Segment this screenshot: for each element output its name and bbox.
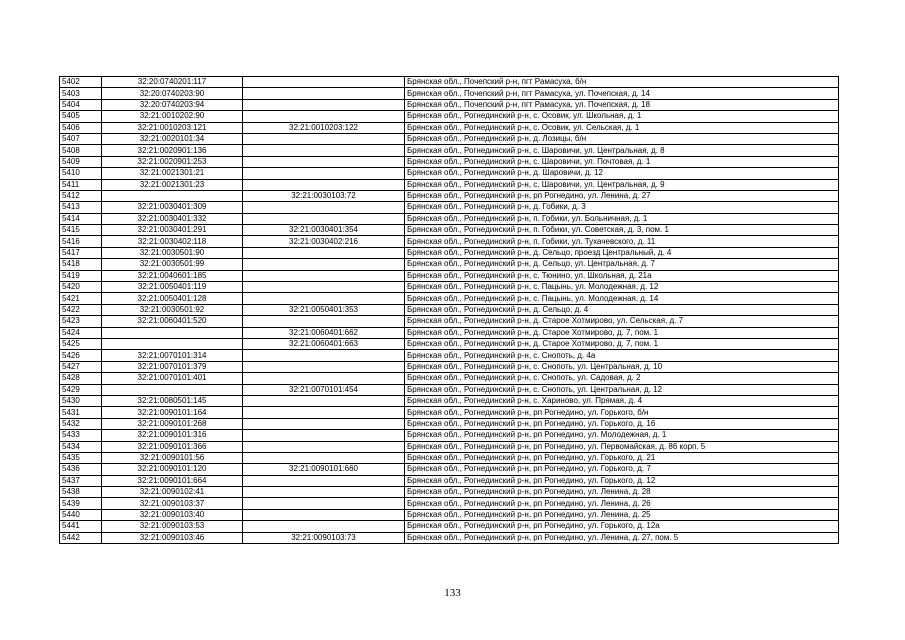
address-cell: Брянская обл., Рогнединский р-н, с. Тюнино, ул. Школьная, д. 21а	[405, 270, 839, 281]
table-row	[60, 464, 839, 475]
address-cell: Брянская обл., Рогнединский р-н, д. Сельцо, проезд Центральный, д. 4	[405, 247, 839, 258]
table-row	[60, 327, 839, 338]
cadastral-number-cell: 32:21:0030402:118	[102, 236, 243, 247]
row-number-cell: 5404	[60, 99, 102, 110]
row-number-cell: 5440	[60, 509, 102, 520]
cadastral-number-cell: 32:20:0740203:90	[102, 88, 243, 99]
table-row	[60, 373, 839, 384]
property-table	[59, 76, 839, 544]
related-cadastral-number-cell	[243, 509, 405, 520]
table-row	[60, 270, 839, 281]
row-number-cell: 5421	[60, 293, 102, 304]
row-number-cell: 5402	[60, 77, 102, 88]
row-number-cell: 5434	[60, 441, 102, 452]
address-cell: Брянская обл., Рогнединский р-н, д. Сельцо, д. 4	[405, 304, 839, 315]
table-row	[60, 304, 839, 315]
table-row	[60, 361, 839, 372]
row-number-cell: 5442	[60, 532, 102, 543]
row-number-cell: 5427	[60, 361, 102, 372]
row-number-cell: 5414	[60, 213, 102, 224]
address-cell: Брянская обл., Рогнединский р-н, рп Рогнедино, ул. Горького, д. 21	[405, 452, 839, 463]
related-cadastral-number-cell	[243, 487, 405, 498]
address-cell: Брянская обл., Рогнединский р-н, с. Пацынь, ул. Молодежная, д. 14	[405, 293, 839, 304]
related-cadastral-number-cell: 32:21:0070101:454	[243, 384, 405, 395]
related-cadastral-number-cell	[243, 350, 405, 361]
table-row	[60, 430, 839, 441]
row-number-cell: 5405	[60, 111, 102, 122]
address-cell: Брянская обл., Рогнединский р-н, с. Снопоть, д. 4а	[405, 350, 839, 361]
page-number: 133	[444, 587, 461, 599]
cadastral-number-cell: 32:21:0090101:316	[102, 430, 243, 441]
related-cadastral-number-cell	[243, 475, 405, 486]
row-number-cell: 5422	[60, 304, 102, 315]
row-number-cell: 5439	[60, 498, 102, 509]
address-cell: Брянская обл., Рогнединский р-н, с. Осовик, ул. Сельская, д. 1	[405, 122, 839, 133]
address-cell: Брянская обл., Рогнединский р-н, с. Снопоть, ул. Садовая, д. 2	[405, 373, 839, 384]
related-cadastral-number-cell: 32:21:0060401:662	[243, 327, 405, 338]
table-row	[60, 77, 839, 88]
related-cadastral-number-cell	[243, 168, 405, 179]
address-cell: Брянская обл., Почепский р-н, пгт Рамасуха, ул. Почепская, д. 14	[405, 88, 839, 99]
row-number-cell: 5433	[60, 430, 102, 441]
cadastral-number-cell: 32:21:0060401:520	[102, 316, 243, 327]
address-cell: Брянская обл., Рогнединский р-н, с. Шаровичи, ул. Центральная, д. 9	[405, 179, 839, 190]
row-number-cell: 5416	[60, 236, 102, 247]
row-number-cell: 5410	[60, 168, 102, 179]
address-cell: Брянская обл., Почепский р-н, пгт Рамасуха, ул. Почепская, д. 18	[405, 99, 839, 110]
row-number-cell: 5406	[60, 122, 102, 133]
cadastral-number-cell: 32:21:0090101:56	[102, 452, 243, 463]
cadastral-number-cell: 32:20:0740203:94	[102, 99, 243, 110]
cadastral-number-cell: 32:21:0021301:21	[102, 168, 243, 179]
table-row	[60, 168, 839, 179]
row-number-cell: 5423	[60, 316, 102, 327]
cadastral-number-cell: 32:21:0030401:332	[102, 213, 243, 224]
address-cell: Брянская обл., Рогнединский р-н, рп Рогнедино, ул. Ленина, д. 26	[405, 498, 839, 509]
cadastral-number-cell	[102, 338, 243, 349]
address-cell: Брянская обл., Рогнединский р-н, п. Гобики, ул. Больничная, д. 1	[405, 213, 839, 224]
address-cell: Брянская обл., Рогнединский р-н, с. Снопоть, ул. Центральная, д. 12	[405, 384, 839, 395]
cadastral-number-cell: 32:21:0090102:41	[102, 487, 243, 498]
row-number-cell: 5411	[60, 179, 102, 190]
cadastral-number-cell	[102, 384, 243, 395]
row-number-cell: 5438	[60, 487, 102, 498]
related-cadastral-number-cell: 32:21:0010203:122	[243, 122, 405, 133]
related-cadastral-number-cell: 32:21:0030402:216	[243, 236, 405, 247]
row-number-cell: 5424	[60, 327, 102, 338]
address-cell: Брянская обл., Рогнединский р-н, п. Гобики, ул. Советская, д. 3, пом. 1	[405, 225, 839, 236]
cadastral-number-cell	[102, 190, 243, 201]
address-cell: Брянская обл., Рогнединский р-н, рп Рогнедино, ул. Горького, д. 12а	[405, 521, 839, 532]
table-row	[60, 99, 839, 110]
cadastral-number-cell: 32:21:0030401:291	[102, 225, 243, 236]
cadastral-number-cell: 32:21:0020901:136	[102, 145, 243, 156]
related-cadastral-number-cell: 32:21:0030103:72	[243, 190, 405, 201]
related-cadastral-number-cell: 32:21:0090101:660	[243, 464, 405, 475]
address-cell: Брянская обл., Рогнединский р-н, с. Хариново, ул. Прямая, д. 4	[405, 395, 839, 406]
cadastral-number-cell: 32:21:0090101:664	[102, 475, 243, 486]
table-row	[60, 179, 839, 190]
cadastral-number-cell: 32:21:0030401:309	[102, 202, 243, 213]
row-number-cell: 5409	[60, 156, 102, 167]
table-row	[60, 441, 839, 452]
cadastral-number-cell: 32:21:0090101:268	[102, 418, 243, 429]
address-cell: Брянская обл., Рогнединский р-н, с. Снопоть, ул. Центральная, д. 10	[405, 361, 839, 372]
table-row	[60, 407, 839, 418]
cadastral-number-cell: 32:21:0080501:145	[102, 395, 243, 406]
table-row	[60, 236, 839, 247]
related-cadastral-number-cell: 32:21:0050401:353	[243, 304, 405, 315]
address-cell: Брянская обл., Рогнединский р-н, д. Старое Хотмирово, д. 7, пом. 1	[405, 338, 839, 349]
related-cadastral-number-cell: 32:21:0030401:354	[243, 225, 405, 236]
address-cell: Брянская обл., Рогнединский р-н, с. Шаровичи, ул. Почтовая, д. 1	[405, 156, 839, 167]
table-row	[60, 475, 839, 486]
related-cadastral-number-cell	[243, 498, 405, 509]
address-cell: Брянская обл., Рогнединский р-н, рп Рогнедино, ул. Горького, д. 16	[405, 418, 839, 429]
related-cadastral-number-cell	[243, 179, 405, 190]
related-cadastral-number-cell	[243, 77, 405, 88]
table-row	[60, 88, 839, 99]
cadastral-number-cell: 32:21:0090103:37	[102, 498, 243, 509]
related-cadastral-number-cell	[243, 361, 405, 372]
table-row	[60, 293, 839, 304]
address-cell: Брянская обл., Рогнединский р-н, рп Рогнедино, ул. Горького, б/н	[405, 407, 839, 418]
cadastral-number-cell: 32:21:0070101:379	[102, 361, 243, 372]
related-cadastral-number-cell	[243, 373, 405, 384]
table-row	[60, 247, 839, 258]
table-row	[60, 202, 839, 213]
cadastral-number-cell: 32:20:0740201:117	[102, 77, 243, 88]
table-row	[60, 225, 839, 236]
address-cell: Брянская обл., Рогнединский р-н, д. Старое Хотмирово, ул. Сельская, д. 7	[405, 316, 839, 327]
related-cadastral-number-cell	[243, 145, 405, 156]
related-cadastral-number-cell	[243, 430, 405, 441]
row-number-cell: 5412	[60, 190, 102, 201]
cadastral-number-cell: 32:21:0021301:23	[102, 179, 243, 190]
address-cell: Брянская обл., Рогнединский р-н, д. Гобики, д. 3	[405, 202, 839, 213]
related-cadastral-number-cell	[243, 88, 405, 99]
cadastral-number-cell: 32:21:0090103:46	[102, 532, 243, 543]
cadastral-number-cell: 32:21:0090101:366	[102, 441, 243, 452]
table-row	[60, 122, 839, 133]
row-number-cell: 5426	[60, 350, 102, 361]
related-cadastral-number-cell	[243, 293, 405, 304]
table-row	[60, 111, 839, 122]
address-cell: Брянская обл., Рогнединский р-н, рп Рогнедино, ул. Первомайская, д. 86 корп. 5	[405, 441, 839, 452]
row-number-cell: 5418	[60, 259, 102, 270]
cadastral-number-cell: 32:21:0020101:34	[102, 133, 243, 144]
row-number-cell: 5407	[60, 133, 102, 144]
related-cadastral-number-cell	[243, 407, 405, 418]
cadastral-number-cell: 32:21:0020901:253	[102, 156, 243, 167]
address-cell: Брянская обл., Рогнединский р-н, с. Шаровичи, ул. Центральная, д. 8	[405, 145, 839, 156]
address-cell: Брянская обл., Рогнединский р-н, рп Рогнедино, ул. Молодежная, д. 1	[405, 430, 839, 441]
related-cadastral-number-cell	[243, 418, 405, 429]
cadastral-number-cell: 32:21:0030501:90	[102, 247, 243, 258]
address-cell: Брянская обл., Рогнединский р-н, рп Рогнедино, ул. Горького, д. 7	[405, 464, 839, 475]
related-cadastral-number-cell: 32:21:0090103:73	[243, 532, 405, 543]
row-number-cell: 5435	[60, 452, 102, 463]
table-row	[60, 259, 839, 270]
table-row	[60, 156, 839, 167]
row-number-cell: 5437	[60, 475, 102, 486]
related-cadastral-number-cell	[243, 395, 405, 406]
cadastral-number-cell: 32:21:0090101:120	[102, 464, 243, 475]
row-number-cell: 5428	[60, 373, 102, 384]
row-number-cell: 5413	[60, 202, 102, 213]
table-row	[60, 384, 839, 395]
table-row	[60, 338, 839, 349]
related-cadastral-number-cell	[243, 133, 405, 144]
address-cell: Брянская обл., Рогнединский р-н, с. Осовик, ул. Школьная, д. 1	[405, 111, 839, 122]
row-number-cell: 5430	[60, 395, 102, 406]
row-number-cell: 5441	[60, 521, 102, 532]
row-number-cell: 5420	[60, 282, 102, 293]
related-cadastral-number-cell	[243, 316, 405, 327]
address-cell: Брянская обл., Рогнединский р-н, д. Лозицы, б/н	[405, 133, 839, 144]
related-cadastral-number-cell	[243, 99, 405, 110]
table-row	[60, 418, 839, 429]
table-row	[60, 190, 839, 201]
related-cadastral-number-cell	[243, 270, 405, 281]
cadastral-number-cell	[102, 327, 243, 338]
address-cell: Брянская обл., Рогнединский р-н, с. Пацынь, ул. Молодежная, д. 12	[405, 282, 839, 293]
row-number-cell: 5425	[60, 338, 102, 349]
address-cell: Брянская обл., Рогнединский р-н, д. Шаровичи, д. 12	[405, 168, 839, 179]
related-cadastral-number-cell: 32:21:0060401:663	[243, 338, 405, 349]
cadastral-number-cell: 32:21:0030501:99	[102, 259, 243, 270]
cadastral-number-cell: 32:21:0090103:53	[102, 521, 243, 532]
cadastral-number-cell: 32:21:0070101:401	[102, 373, 243, 384]
table-row	[60, 145, 839, 156]
related-cadastral-number-cell	[243, 521, 405, 532]
address-cell: Брянская обл., Рогнединский р-н, рп Рогнедино, ул. Ленина, д. 27	[405, 190, 839, 201]
row-number-cell: 5415	[60, 225, 102, 236]
table-row	[60, 316, 839, 327]
related-cadastral-number-cell	[243, 202, 405, 213]
related-cadastral-number-cell	[243, 259, 405, 270]
row-number-cell: 5431	[60, 407, 102, 418]
row-number-cell: 5403	[60, 88, 102, 99]
address-cell: Брянская обл., Рогнединский р-н, рп Рогнедино, ул. Ленина, д. 28	[405, 487, 839, 498]
address-cell: Брянская обл., Рогнединский р-н, д. Сельцо, ул. Центральная, д. 7	[405, 259, 839, 270]
address-cell: Брянская обл., Рогнединский р-н, п. Гобики, ул. Тухачевского, д. 11	[405, 236, 839, 247]
cadastral-number-cell: 32:21:0050401:128	[102, 293, 243, 304]
cadastral-number-cell: 32:21:0090101:164	[102, 407, 243, 418]
table-row	[60, 282, 839, 293]
table-row	[60, 532, 839, 543]
related-cadastral-number-cell	[243, 247, 405, 258]
table-row	[60, 487, 839, 498]
table-row	[60, 395, 839, 406]
related-cadastral-number-cell	[243, 282, 405, 293]
cadastral-number-cell: 32:21:0030501:92	[102, 304, 243, 315]
related-cadastral-number-cell	[243, 111, 405, 122]
address-cell: Брянская обл., Рогнединский р-н, рп Рогнедино, ул. Горького, д. 12	[405, 475, 839, 486]
related-cadastral-number-cell	[243, 452, 405, 463]
row-number-cell: 5432	[60, 418, 102, 429]
table-row	[60, 350, 839, 361]
row-number-cell: 5417	[60, 247, 102, 258]
related-cadastral-number-cell	[243, 213, 405, 224]
cadastral-number-cell: 32:21:0010203:121	[102, 122, 243, 133]
address-cell: Брянская обл., Рогнединский р-н, рп Рогнедино, ул. Ленина, д. 25	[405, 509, 839, 520]
address-cell: Брянская обл., Почепский р-н, пгт Рамасуха, б/н	[405, 77, 839, 88]
table-row	[60, 509, 839, 520]
table-row	[60, 213, 839, 224]
cadastral-number-cell: 32:21:0050401:119	[102, 282, 243, 293]
address-cell: Брянская обл., Рогнединский р-н, д. Старое Хотмирово, д. 7, пом. 1	[405, 327, 839, 338]
address-cell: Брянская обл., Рогнединский р-н, рп Рогнедино, ул. Ленина, д. 27, пом. 5	[405, 532, 839, 543]
table-row	[60, 133, 839, 144]
cadastral-number-cell: 32:21:0070101:314	[102, 350, 243, 361]
table-row	[60, 521, 839, 532]
table-row	[60, 498, 839, 509]
cadastral-number-cell: 32:21:0040601:185	[102, 270, 243, 281]
row-number-cell: 5408	[60, 145, 102, 156]
property-table-body	[60, 77, 839, 544]
related-cadastral-number-cell	[243, 156, 405, 167]
cadastral-number-cell: 32:21:0010202:90	[102, 111, 243, 122]
related-cadastral-number-cell	[243, 441, 405, 452]
row-number-cell: 5429	[60, 384, 102, 395]
row-number-cell: 5436	[60, 464, 102, 475]
table-row	[60, 452, 839, 463]
cadastral-number-cell: 32:21:0090103:40	[102, 509, 243, 520]
row-number-cell: 5419	[60, 270, 102, 281]
